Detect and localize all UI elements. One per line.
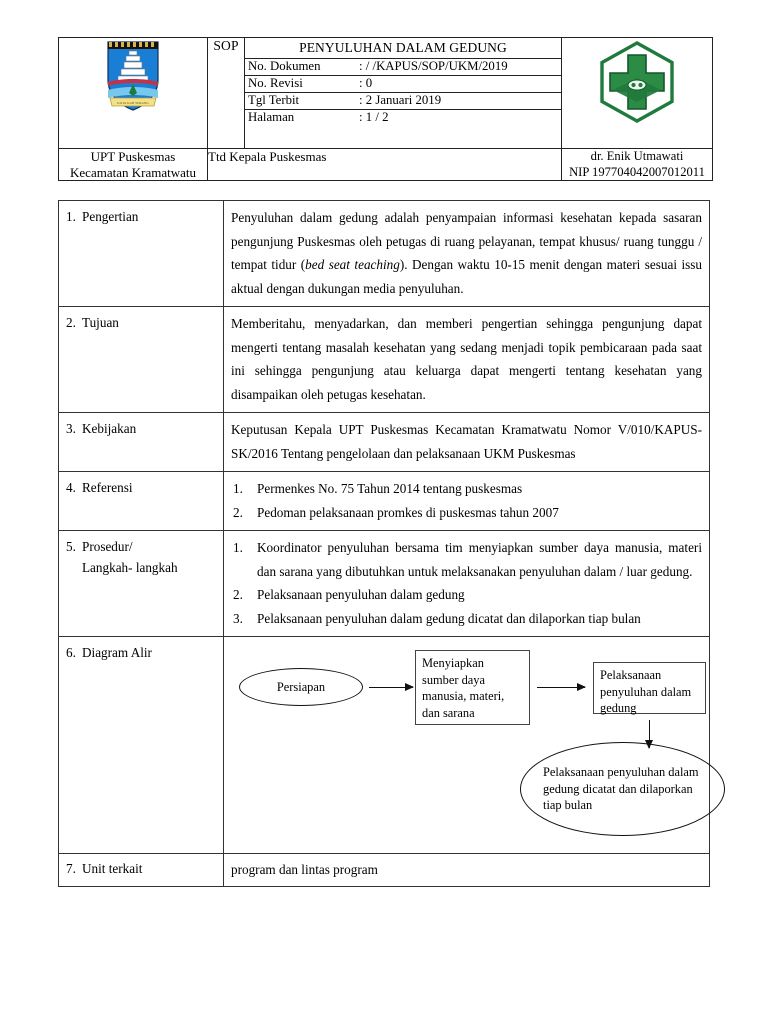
flow-arrow-prepare-to-execute — [537, 687, 585, 688]
list-item-number: 3. — [233, 610, 243, 626]
table-row-referensi — [59, 472, 710, 531]
row-label-tujuan — [59, 307, 224, 413]
flow-node-record — [520, 742, 725, 836]
row-label-text: Diagram Alir — [82, 645, 152, 660]
table-row-kebijakan — [59, 413, 710, 472]
sop-label-cell — [208, 38, 245, 149]
flow-node-execute-label: Pelaksanaan penyuluhan dalam gedung — [600, 668, 692, 715]
page-title: PENYULUHAN DALAM GEDUNG — [245, 38, 561, 59]
list-item-text: Permenkes No. 75 Tahun 2014 tentang puskesmas — [257, 481, 523, 496]
row-label-text: Pengertian — [82, 209, 139, 224]
row-content-tujuan: Memberitahu, menyadarkan, dan memberi pengertian sehingga pengunjung dapat mengerti tentang masalah kesehatan yang sedang menjadi topik pembicaraan pada saat ini sehingga pengunjung atau keluarga dapat mengerti tentang kesehatan yang disampaikan oleh petugas kesehatan. — [224, 307, 710, 413]
list-item-number: 2. — [233, 587, 243, 602]
row-number: 4. — [66, 480, 76, 495]
row-label-text: Unit terkait — [82, 861, 143, 876]
meta-value-no-dokumen: : / /KAPUS/SOP/UKM/2019 — [356, 59, 561, 76]
head-nip: NIP 197704042007012011 — [569, 164, 705, 179]
list-item-text: Pedoman pelaksanaan promkes di puskesmas tahun 2007 — [257, 504, 559, 520]
meta-label-tgl-terbit: Tgl Terbit — [245, 93, 356, 110]
signature-cell — [208, 149, 562, 181]
list-item — [231, 477, 702, 501]
unit-name-line2: Kecamatan Kramatwatu — [70, 164, 196, 180]
row-label-text: Tujuan — [82, 315, 119, 330]
table-row-prosedur — [59, 531, 710, 637]
row-label-text: Kebijakan — [82, 421, 137, 436]
row-content-referensi — [224, 472, 710, 531]
row-label-text: Prosedur/ — [82, 539, 133, 554]
puskesmas-logo-cell — [562, 38, 713, 149]
row-number: 5. — [66, 539, 76, 554]
list-item — [231, 607, 702, 631]
list-item-number: 1. — [233, 481, 243, 496]
meta-value-no-revisi: : 0 — [356, 76, 561, 93]
row-label-diagram-alir — [59, 637, 224, 854]
meta-row — [245, 76, 561, 93]
table-row-pengertian — [59, 201, 710, 307]
row-label-prosedur — [59, 531, 224, 637]
flow-node-prepare-label: Menyiapkan sumber daya manusia, materi, dan sarana — [422, 656, 505, 720]
row-number: 3. — [66, 421, 76, 436]
row-number: 7. — [66, 861, 76, 876]
meta-label-no-dokumen: No. Dokumen — [245, 59, 356, 76]
row-label-referensi — [59, 472, 224, 531]
row-label-unit-terkait — [59, 854, 224, 887]
prosedur-list — [231, 536, 702, 630]
meta-row — [245, 110, 561, 127]
flowchart-canvas — [231, 642, 702, 847]
list-item-text: Pelaksanaan penyuluhan dalam gedung dicatat dan dilaporkan tiap bulan — [257, 610, 641, 626]
flow-node-start — [239, 668, 363, 706]
flow-arrow-start-to-prepare — [369, 687, 413, 688]
flow-node-start-label: Persiapan — [276, 679, 326, 694]
pengertian-text-part2: ). Dengan waktu 10-15 menit dengan materi sesuai issu aktual dengan dukungan media penyuluhan. — [231, 257, 702, 296]
list-item — [231, 536, 702, 583]
meta-row — [245, 93, 561, 110]
svg-text:KOTA KAB SERANG: KOTA KAB SERANG — [117, 101, 149, 105]
signature-label: Ttd Kepala Puskesmas — [208, 149, 327, 164]
list-item — [231, 583, 702, 607]
crest-logo-cell — [59, 38, 208, 149]
document-meta-table — [245, 59, 561, 126]
head-signature-cell — [562, 149, 713, 181]
row-content-kebijakan: Keputusan Kepala UPT Puskesmas Kecamatan Kramatwatu Nomor V/010/KAPUS-SK/2016 Tentang pengelolaan dan pelaksanaan UKM Puskesmas — [224, 413, 710, 472]
row-number: 1. — [66, 209, 76, 224]
row-number: 2. — [66, 315, 76, 330]
document-header-table — [58, 37, 713, 181]
kramatwatu-crest-icon — [104, 38, 162, 112]
row-content-diagram-alir — [224, 637, 710, 854]
meta-value-halaman: : 1 / 2 — [359, 110, 389, 124]
pengertian-text-part1: Penyuluhan dalam gedung adalah penyampaian informasi kesehatan kepada sasaran pengunjung Puskesmas oleh petugas di ruang pelayanan, tempat khusus/ ruang tunggu / tempat tidur ( — [231, 210, 702, 272]
title-and-meta-cell — [245, 38, 562, 149]
row-number: 6. — [66, 645, 76, 660]
sop-label: SOP — [213, 38, 239, 53]
flow-node-record-label: Pelaksanaan penyuluhan dalam gedung dicatat dan dilaporkan tiap bulan — [543, 765, 699, 813]
meta-label-halaman: Halaman — [248, 110, 295, 124]
referensi-list — [231, 477, 702, 524]
table-row-diagram-alir — [59, 637, 710, 854]
flow-node-execute — [593, 662, 706, 714]
row-content-unit-terkait: program dan lintas program — [224, 854, 710, 887]
list-item-number: 2. — [233, 504, 243, 520]
list-item-text: Pelaksanaan penyuluhan dalam gedung — [257, 587, 465, 602]
list-item-number: 1. — [233, 540, 243, 555]
meta-row — [245, 59, 561, 76]
row-label-text-line2: Langkah- langkah — [82, 560, 178, 575]
unit-name-cell — [59, 149, 208, 181]
row-label-pengertian — [59, 201, 224, 307]
table-row-unit-terkait — [59, 854, 710, 887]
pengertian-text-italic: bed seat teaching — [305, 257, 400, 272]
row-label-text: Referensi — [82, 480, 133, 495]
row-label-kebijakan — [59, 413, 224, 472]
flow-node-prepare — [415, 650, 530, 725]
puskesmas-green-cross-icon — [591, 38, 683, 126]
list-item — [231, 501, 702, 525]
row-content-prosedur — [224, 531, 710, 637]
meta-value-tgl-terbit: : 2 Januari 2019 — [356, 93, 561, 110]
unit-name-line1: UPT Puskesmas — [90, 149, 176, 164]
head-name: dr. Enik Utmawati — [590, 149, 684, 163]
list-item-text: Koordinator penyuluhan bersama tim menyiapkan sumber daya manusia, materi dan sarana yang dibutuhkan untuk melaksanakan penyuluhan dalam / luar gedung. — [257, 540, 702, 579]
table-row-tujuan — [59, 307, 710, 413]
meta-label-no-revisi: No. Revisi — [245, 76, 356, 93]
sop-content-table — [58, 200, 710, 887]
row-content-pengertian — [224, 201, 710, 307]
